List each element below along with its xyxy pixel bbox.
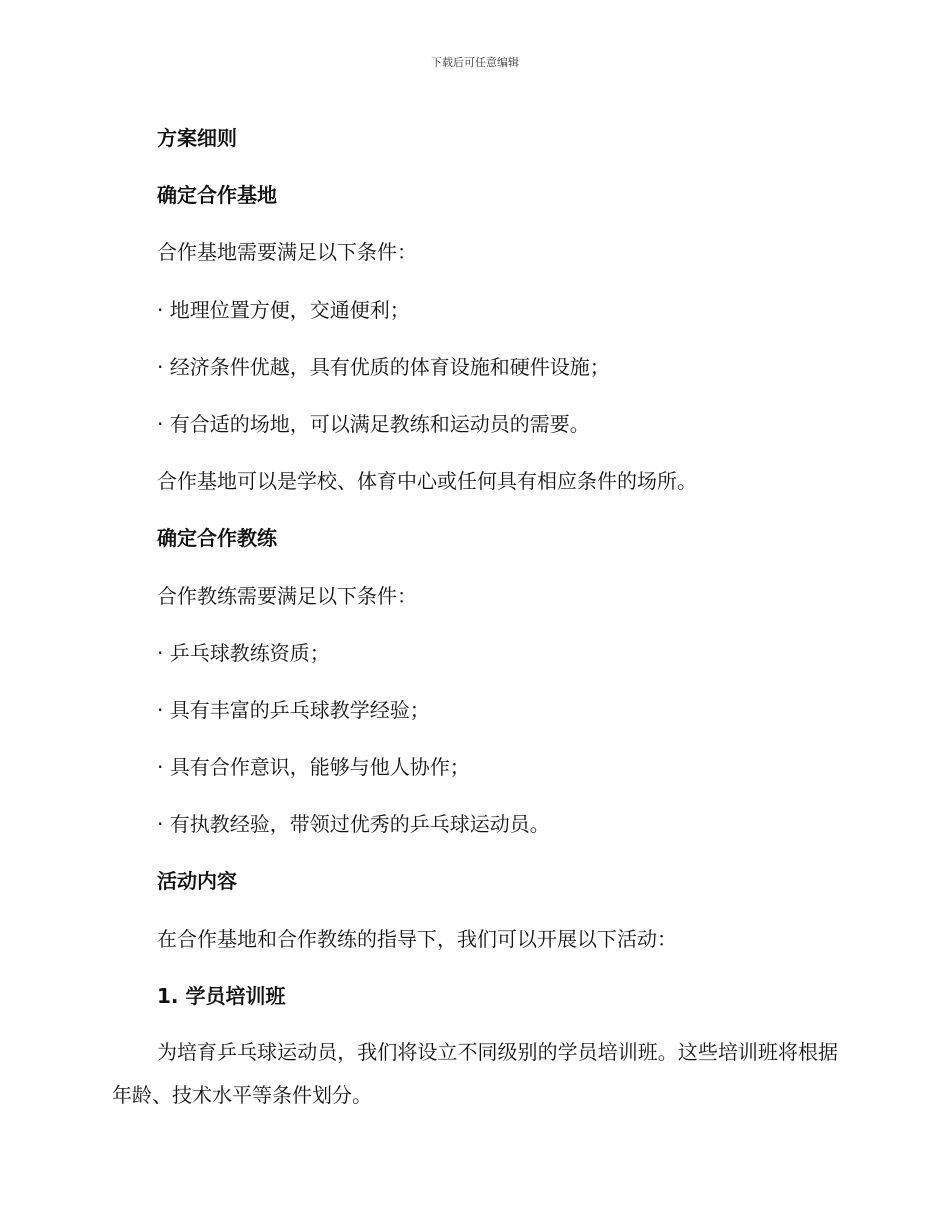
bullet-item: · 有合适的场地，可以满足教练和运动员的需要。 — [157, 411, 590, 436]
text-line: 合作基地需要满足以下条件： — [157, 240, 417, 265]
section-heading: 方案细则 — [157, 126, 237, 150]
section-heading: 活动内容 — [157, 869, 237, 894]
bullet-item: · 有执教经验，带领过优秀的乒乓球运动员。 — [157, 812, 550, 837]
section-heading: 确定合作基地 — [157, 183, 277, 208]
bullet-item: · 经济条件优越，具有优质的体育设施和硬件设施； — [157, 354, 610, 379]
bullet-item: · 乒乓球教练资质； — [157, 640, 330, 665]
document-body — [112, 110, 838, 1117]
page-header: 下载后可任意编辑 — [431, 56, 519, 69]
document-lines — [112, 110, 838, 1025]
final-paragraph: 为培育乒乓球运动员，我们将设立不同级别的学员培训班。这些培训班将根据年龄、技术水平等条件划分。 — [112, 1040, 838, 1107]
section-heading: 确定合作教练 — [157, 526, 277, 551]
bullet-item: · 具有合作意识，能够与他人协作； — [157, 755, 470, 780]
text-line: 合作教练需要满足以下条件： — [157, 583, 417, 608]
section-heading: 1. 学员培训班 — [157, 983, 286, 1008]
text-line: 在合作基地和合作教练的指导下，我们可以开展以下活动： — [157, 926, 677, 951]
bullet-item: · 地理位置方便，交通便利； — [157, 297, 410, 322]
bullet-item: · 具有丰富的乒乓球教学经验； — [157, 697, 430, 722]
text-line: 合作基地可以是学校、体育中心或任何具有相应条件的场所。 — [157, 469, 697, 494]
